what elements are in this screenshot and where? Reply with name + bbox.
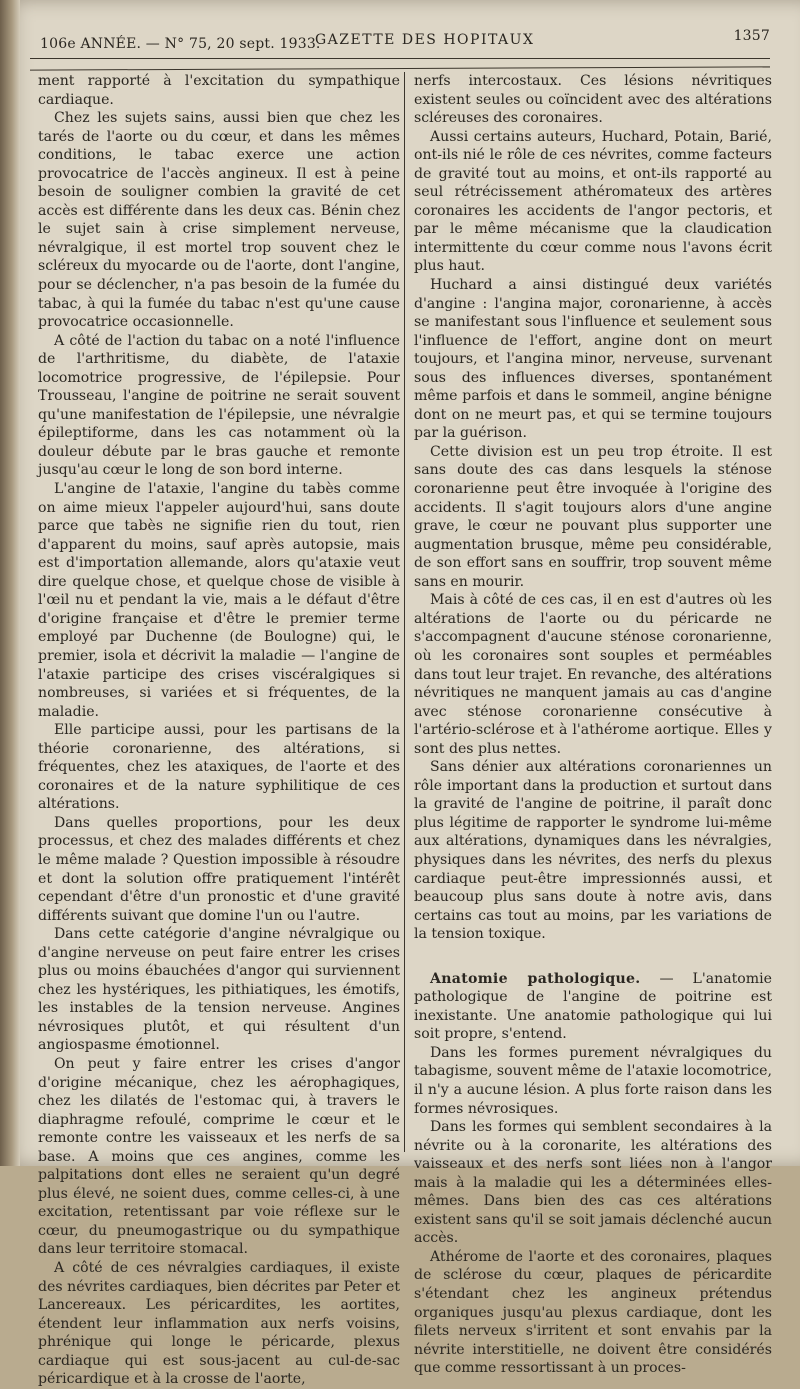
issue-info: 106e ANNÉE. — N° 75, 20 sept. 1933. (40, 36, 321, 52)
paragraph: Mais à côté de ces cas, il en est d'autres où les altérations de l'aorte ou du péricarde ne s'accompagnent d'aucune sténose coronarienne, où les coronaires sont souples et perméables dans tout leur trajet. En revanche, des altérations névritiques ne manquent jamais au cas d'angine avec sténose coronarienne consécutive à l'artério-sclérose et à l'athérome aortique. Elles y sont des plus nettes. (414, 592, 772, 757)
paragraph: Elle participe aussi, pour les partisans de la théorie coronarienne, des altérations, si fréquentes, chez les ataxiques, de l'aorte et des coronaires et de la nature syphilitique de ces altérations. (38, 722, 400, 813)
header-rule-secondary (30, 66, 770, 70)
paragraph: nerfs intercostaux. Ces lésions névritiques existent seules ou coïncident avec des altérations scléreuses des coronaires. (414, 73, 772, 127)
left-column (38, 72, 400, 1388)
page-number: 1357 (733, 28, 770, 44)
paragraph: Dans les formes qui semblent secondaires à la névrite ou à la coronarite, les altérations des vaisseaux et des nerfs sont liées non à l'angor mais à la maladie qui les a déterminées elles-mêmes. Dans bien des cas ces altérations existent sans qu'il se soit jamais déclenché aucun accès. (414, 1119, 772, 1247)
section-title: Anatomie pathologique. (430, 970, 641, 987)
paragraph: A côté de l'action du tabac on a noté l'influence de l'arthritisme, du diabète, de l'ataxie locomotrice progressive, de l'épilepsie. Pour Trousseau, l'angine de poitrine ne serait souvent qu'une manifestation de l'épilepsie, une névralgie épileptiforme, dans les cas notamment où la douleur débute par le bras gauche et remonte jusqu'au cœur le long de son bord interne. (38, 332, 400, 479)
paragraph: Athérome de l'aorte et des coronaires, plaques de sclérose du cœur, plaques de péricardite s'étendant chez les angineux prétendus organiques jusqu'au plexus cardiaque, dont les filets nerveux s'irritent et sont envahis par la névrite interstitielle, ne doivent être considérés que comme ressortissant à un proces- (414, 1248, 772, 1377)
paragraph: Dans les formes purement névralgiques du tabagisme, souvent même de l'ataxie locomotrice, il n'y a aucune lésion. A plus forte raison dans les formes névrosiques. (414, 1044, 772, 1117)
paragraph: L'angine de l'ataxie, l'angine du tabès comme on aime mieux l'appeler aujourd'hui, sans doute parce que tabès ne signifie rien du tout, rien d'apparent du moins, sauf après autopsie, mais est d'importation allemande, alors qu'ataxie veut dire quelque chose, et quelque chose de visible à l'œil nu et pendant la vie, mais a le défaut d'être d'origine française et d'être le premier terme employé par Duchenne (de Boulogne) qui, le premier, isola et décrivit la maladie — l'angine de l'ataxie participe des crises viscéralgiques si nombreuses, si variées et si fréquentes, de la maladie. (38, 481, 400, 720)
running-header (30, 28, 770, 52)
section-paragraph (414, 970, 772, 1044)
paragraph: Chez les sujets sains, aussi bien que chez les tarés de l'aorte ou du cœur, et dans les mêmes conditions, le tabac exerce une action provocatrice de l'accès angineux. Il est à peine besoin de souligner combien la gravité de cet accès est différente dans les deux cas. Bénin chez le sujet sain à crise simplement nerveuse, névralgique, il est mortel trop souvent chez le scléreux du myocarde ou de l'aorte, dont l'angine, pour se déclencher, n'a pas besoin de la fumée du tabac, à qui la fumée du tabac n'est qu'une cause provocatrice occasionnelle. (38, 110, 400, 331)
column-divider (404, 72, 405, 1152)
paragraph: Aussi certains auteurs, Huchard, Potain, Barié, ont-ils nié le rôle de ces névrites, comme facteurs de gravité tout au moins, et ont-ils rapporté au seul rétrécissement athéromateux des artères coronaires les accidents de l'angor pectoris, et par le même mécanisme que la claudication intermittente du cœur comme nous l'avons écrit plus haut. (414, 128, 772, 275)
paragraph: Cette division est un peu trop étroite. Il est sans doute des cas dans lesquels la sténose coronarienne peut être invoquée à l'origine des accidents. Il s'agit toujours alors d'une angine grave, le cœur ne pouvant plus supporter une augmentation brusque, même peu considérable, de son effort sans en souffrir, trop souvent même sans en mourir. (414, 443, 772, 590)
paragraph: Sans dénier aux altérations coronariennes un rôle important dans la production et surtout dans la gravité de l'angine de poitrine, il paraît donc plus légitime de rapporter le syndrome lui-même aux altérations, dynamiques dans les névralgies, physiques dans les névrites, des nerfs du plexus cardiaque peut-être impressionnés aussi, et beaucoup plus sans doute à notre avis, dans certains cas tout au moins, par les variations de la tension toxique. (414, 759, 772, 943)
paragraph: A côté de ces névralgies cardiaques, il existe des névrites cardiaques, bien décrites par Peter et Lancereaux. Les péricardites, les aortites, étendent leur inflammation aux nerfs voisins, phrénique qui longe le péricarde, plexus cardiaque qui est sous-jacent au cul-de-sac péricardique et à la crosse de l'aorte, (38, 1260, 400, 1388)
section-lead: — L'anatomie pathologique de l'angine de poitrine est inexistante. Une anatomie pathologique qui lui soit propre, s'entend. (414, 970, 772, 1043)
header-rule (30, 58, 770, 59)
paragraph: Dans quelles proportions, pour les deux processus, et chez des malades différents et chez le même malade ? Question impossible à résoudre et dont la solution offre pratiquement l'intérêt cependant d'être d'un pronostic et d'une gravité différents suivant que domine l'un ou l'autre. (38, 814, 400, 924)
right-column (414, 72, 772, 1377)
paragraph: ment rapporté à l'excitation du sympathique cardiaque. (38, 73, 400, 108)
binding-edge (0, 0, 20, 1166)
paragraph: Dans cette catégorie d'angine névralgique ou d'angine nerveuse on peut faire entrer les crises plus ou moins ébauchées d'angor qui surviennent chez les hystériques, les pithiatiques, les émotifs, les instables de la tension nerveuse. Angines névrosiques plutôt, et qui résultent d'un angiospasme émotionnel. (38, 926, 400, 1054)
paragraph: Huchard a ainsi distingué deux variétés d'angine : l'angina major, coronarienne, à accès se manifestant sous l'influence et seulement sous l'influence de l'effort, angine dont on meurt toujours, et l'angina minor, nerveuse, survenant sous des influences diverses, spontanément même parfois et dans le sommeil, angine bénigne dont on ne meurt pas, et qui se termine toujours par la guérison. (414, 277, 772, 442)
journal-title: GAZETTE DES HOPITAUX (315, 32, 535, 48)
paragraph: On peut y faire entrer les crises d'angor d'origine mécanique, chez les aérophagiques, chez les dilatés de l'estomac qui, à travers le diaphragme refoulé, comprime le cœur et le remonte contre les vaisseaux et les nerfs de sa base. A moins que ces angines, comme les palpitations dont elles ne seraient qu'un degré plus élevé, ne soient dues, comme celles-ci, à une excitation, retentissant par voie réflexe sur le cœur, du pneumogastrique ou du sympathique dans leur territoire stomacal. (38, 1055, 400, 1258)
